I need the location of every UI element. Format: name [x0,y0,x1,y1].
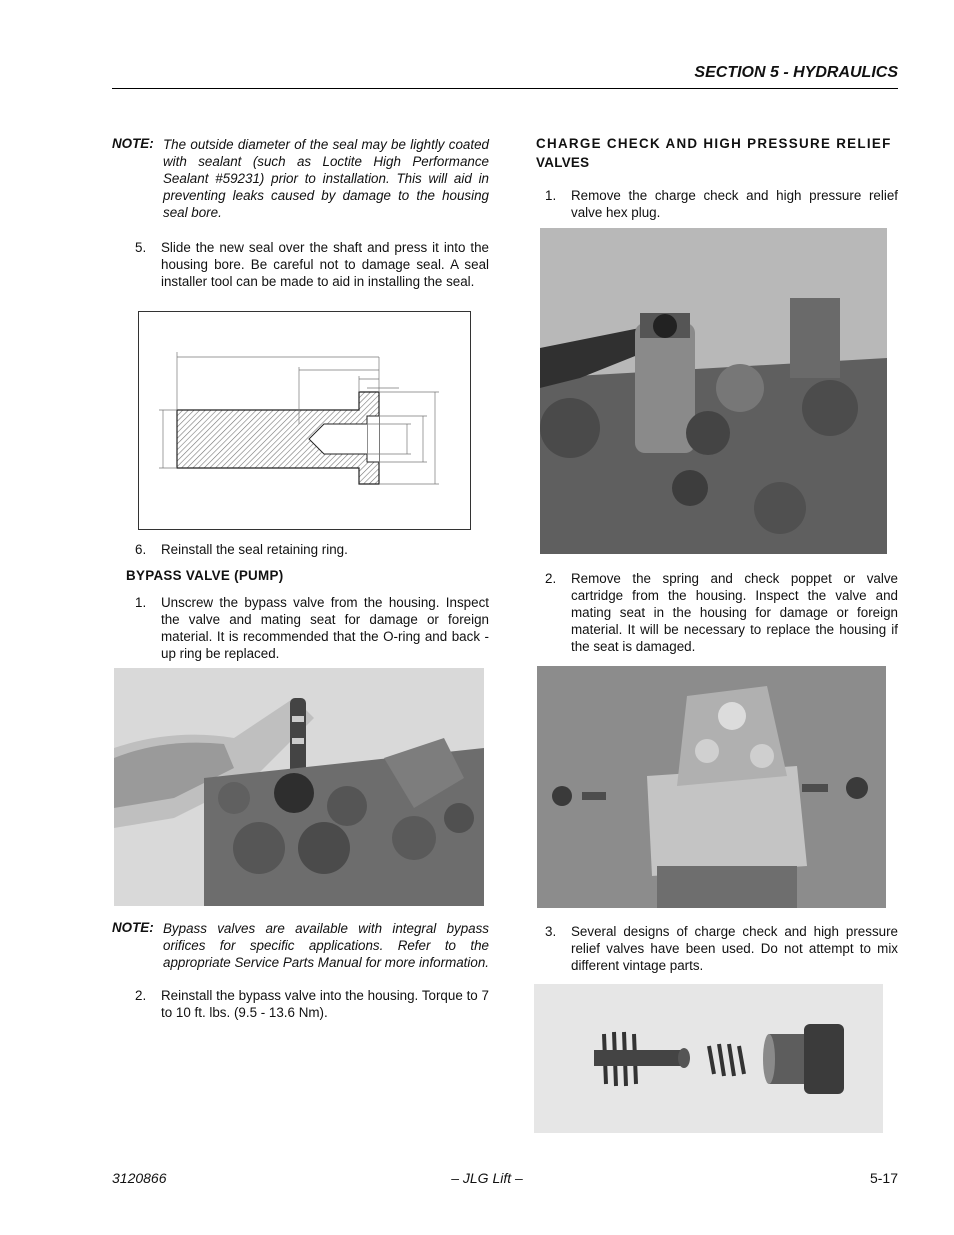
step-text: Reinstall the bypass valve into the housing. Torque to 7 to 10 ft. lbs. (9.5 - 13.6 Nm). [161,988,489,1020]
step-number: 1. [135,595,147,610]
section-header: SECTION 5 - HYDRAULICS [694,64,898,81]
seal-installer-tool-drawing [138,311,471,530]
document-number: 3120866 [112,1170,167,1186]
step-text: Remove the spring and check poppet or valve cartridge from the housing. Inspect the valve and mating seat in the housing for damage or foreign material. It will be necessary to replace the housing if the seat is damaged. [571,571,898,654]
step-number: 2. [545,571,557,586]
hex-plug-removal-photo [540,228,887,554]
page-number: 5-17 [869,1170,898,1186]
step-number: 3. [545,924,557,939]
note-label: NOTE: [112,920,154,935]
step-number: 5. [135,240,147,255]
bypass-valve-heading: BYPASS VALVE (PUMP) [126,568,284,583]
note-text: The outside diameter of the seal may be lightly coated with sealant (such as Loctite High Performance Sealant #59231) prior to installation. This will aid in preventing leaks caused by damage to the housing seal bore. [163,137,489,220]
footer-brand: – JLG Lift – [451,1170,523,1186]
note-label: NOTE: [112,136,154,151]
step-text: Remove the charge check and high pressure relief valve hex plug. [571,188,898,220]
step-text: Several designs of charge check and high pressure relief valves have been used. Do not attempt to mix different vintage parts. [571,924,898,973]
step-text: Slide the new seal over the shaft and press it into the housing bore. Be careful not to damage seal. A seal installer tool can be made to aid in installing the seal. [161,240,489,289]
step-text: Unscrew the bypass valve from the housing. Inspect the valve and mating seat for damage or foreign material. It is recommended that the O-ring and back - up ring be replaced. [161,595,489,661]
spring-check-poppet-photo [537,666,886,908]
note-text: Bypass valves are available with integral bypass orifices for specific applications. Refer to the appropriate Service Parts Manual for more information. [163,921,489,970]
step-number: 1. [545,188,557,203]
charge-check-heading-line2: VALVES [536,155,590,170]
header-rule [112,88,898,89]
charge-check-heading-line1: CHARGE CHECK AND HIGH PRESSURE RELIEF [536,136,892,151]
step-number: 2. [135,988,147,1003]
relief-valve-parts-photo [534,984,883,1133]
step-number: 6. [135,542,147,557]
bypass-valve-photo [114,668,484,906]
step-text: Reinstall the seal retaining ring. [161,542,348,557]
